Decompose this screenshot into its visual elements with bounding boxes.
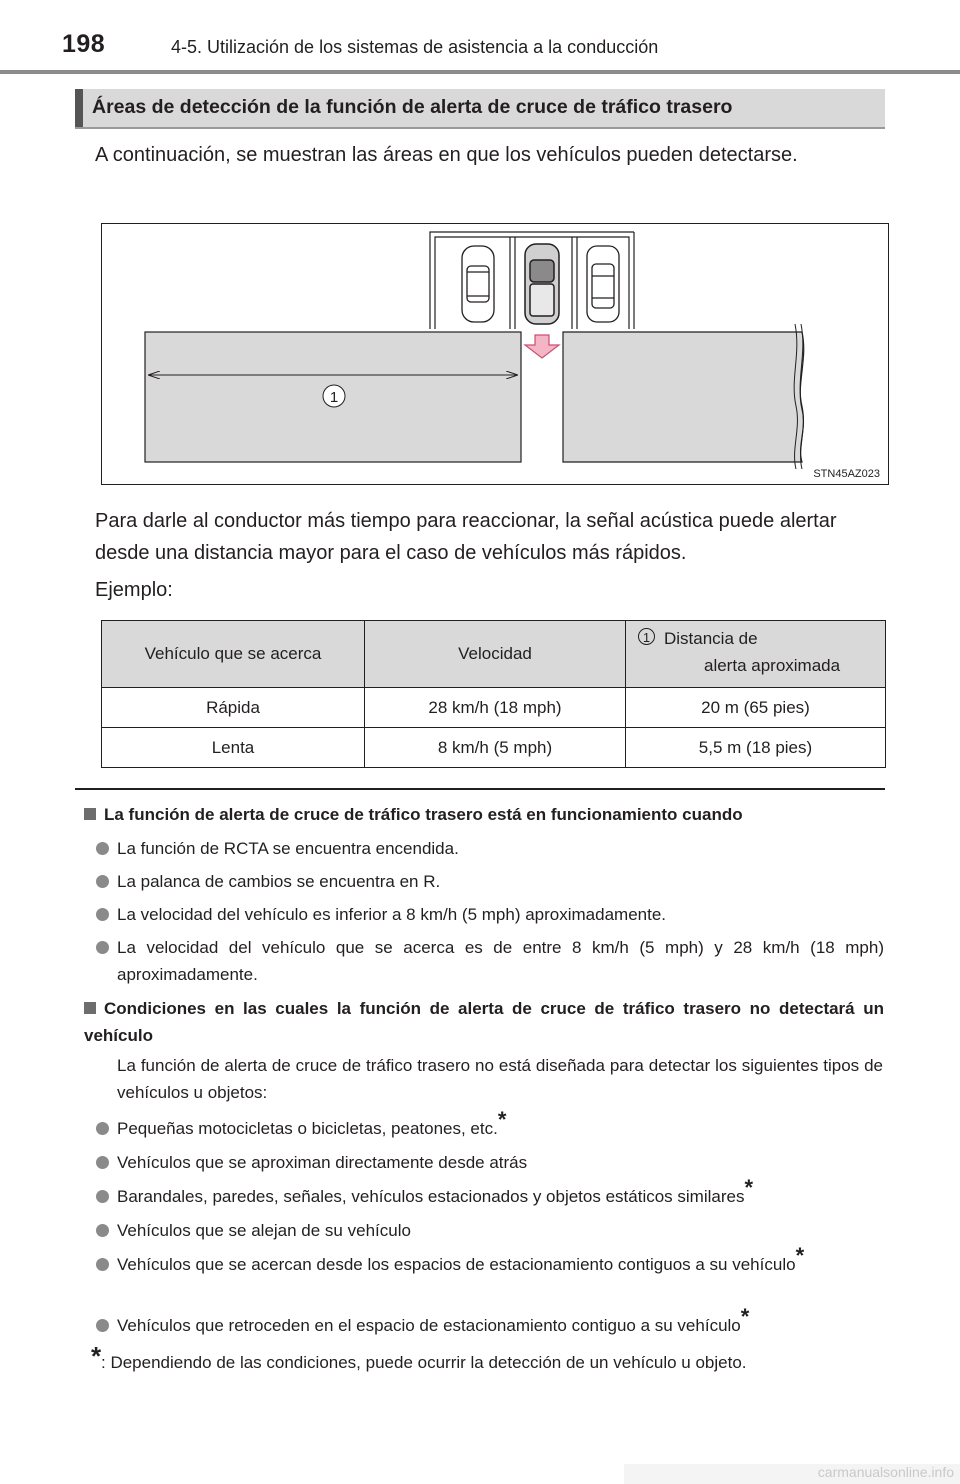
list-item-text: La palanca de cambios se encuentra en R. (117, 872, 441, 891)
figure-code: STN45AZ023 (813, 468, 880, 480)
list-item-text (117, 1175, 884, 1210)
table-row (102, 728, 886, 768)
list-item-text: La función de RCTA se encuentra encendida. (117, 839, 459, 858)
asterisk-mark: * (744, 1175, 754, 1200)
list-item (96, 1175, 884, 1210)
header-alert-distance (626, 621, 886, 688)
detection-area-right (563, 332, 804, 462)
list-item-text: Vehículos que se aproximan directamente desde atrás (117, 1153, 528, 1172)
table-cell: Rápida (102, 688, 365, 728)
circle-bullet-icon (96, 908, 109, 921)
conditions-heading-text: Condiciones en las cuales la función de alerta de cruce de tráfico trasero no detectará un vehículo (84, 999, 884, 1045)
intro-paragraph: A continuación, se muestran las áreas en que los vehículos pueden detectarse. (95, 144, 798, 166)
example-label: Ejemplo: (95, 579, 173, 601)
circle-bullet-icon (96, 1122, 109, 1135)
footnote-asterisk: * (91, 1341, 102, 1371)
footnote (91, 1341, 883, 1376)
table-header-row (102, 621, 886, 688)
header-alert-distance-line1: Distancia de (664, 629, 758, 648)
asterisk-mark: * (740, 1304, 750, 1329)
section-heading-text: Áreas de detección de la función de alerta de cruce de tráfico trasero (92, 96, 733, 118)
header-alert-distance-line2: alerta aproximada (704, 656, 841, 675)
alert-distance-table (101, 620, 886, 768)
section-divider (75, 788, 885, 790)
list-item-label: Barandales, paredes, señales, vehículos estacionados y objetos estáticos similares (117, 1187, 745, 1206)
list-item-label: Vehículos que retroceden en el espacio de estacionamiento contiguo a su vehículo (117, 1316, 741, 1335)
header-speed: Velocidad (365, 621, 626, 688)
section-heading (75, 89, 885, 129)
list-item (96, 1149, 884, 1176)
list-item (96, 1217, 884, 1244)
list-item (96, 835, 884, 862)
conditions-heading (84, 995, 884, 1049)
callout-circle-small: 1 (638, 628, 655, 645)
detection-area-diagram (102, 224, 888, 484)
square-bullet-icon (84, 808, 96, 820)
circle-bullet-icon (96, 1319, 109, 1332)
circle-bullet-icon (96, 1224, 109, 1237)
list-item (96, 934, 884, 988)
conditions-intro: La función de alerta de cruce de tráfico trasero no está diseñada para detectar los siguientes tipos de vehículos u objetos: (117, 1056, 883, 1102)
parked-car-right (587, 246, 619, 322)
header-approaching-vehicle: Vehículo que se acerca (102, 621, 365, 688)
table-cell: 8 km/h (5 mph) (365, 728, 626, 768)
operation-heading (84, 801, 884, 828)
list-item-label: Vehículos que se acercan desde los espacios de estacionamiento contiguos a su vehículo (117, 1255, 796, 1274)
list-item (96, 901, 884, 928)
fast-vehicle-paragraph: Para darle al conductor más tiempo para reaccionar, la señal acústica puede alertar desde una distancia mayor para el caso de vehículos más rápidos. (95, 510, 837, 564)
list-item-label: Pequeñas motocicletas o bicicletas, peatones, etc. (117, 1119, 498, 1138)
table-cell: 20 m (65 pies) (626, 688, 886, 728)
parked-car-left (462, 246, 494, 322)
circle-bullet-icon (96, 842, 109, 855)
list-item-text (117, 1243, 884, 1278)
reversing-car (525, 244, 559, 324)
list-item-text (117, 1107, 884, 1142)
callout-number: 1 (329, 389, 339, 406)
list-item-text (117, 1304, 884, 1339)
circle-bullet-icon (96, 875, 109, 888)
circle-bullet-icon (96, 1190, 109, 1203)
circle-bullet-icon (96, 1156, 109, 1169)
asterisk-mark: * (795, 1243, 805, 1268)
list-item-text: Vehículos que se alejan de su vehículo (117, 1221, 411, 1240)
square-bullet-icon (84, 1002, 96, 1014)
list-item-text: La velocidad del vehículo es inferior a 8 km/h (5 mph) aproximadamente. (117, 905, 667, 924)
operation-heading-text: La función de alerta de cruce de tráfico trasero está en funcionamiento cuando (104, 805, 743, 824)
list-item-text: La velocidad del vehículo que se acerca es de entre 8 km/h (5 mph) y 28 km/h (18 mph) aproximadamente. (117, 938, 884, 984)
reverse-direction-arrow (525, 335, 559, 358)
table-cell: Lenta (102, 728, 365, 768)
circle-bullet-icon (96, 1258, 109, 1271)
list-item (96, 1304, 884, 1339)
header-rule (0, 70, 960, 74)
table-row (102, 688, 886, 728)
circle-bullet-icon (96, 941, 109, 954)
list-item (96, 868, 884, 895)
list-item (96, 1243, 884, 1278)
table-cell: 28 km/h (18 mph) (365, 688, 626, 728)
table-cell: 5,5 m (18 pies) (626, 728, 886, 768)
watermark: carmanualsonline.info (624, 1464, 960, 1484)
chapter-title: 4-5. Utilización de los sistemas de asistencia a la conducción (171, 37, 659, 57)
detection-area-figure (101, 223, 889, 485)
list-item (96, 1107, 884, 1142)
page-number: 198 (62, 30, 106, 58)
footnote-text: : Dependiendo de las condiciones, puede ocurrir la detección de un vehículo u objeto. (101, 1353, 747, 1372)
asterisk-mark: * (497, 1107, 507, 1132)
